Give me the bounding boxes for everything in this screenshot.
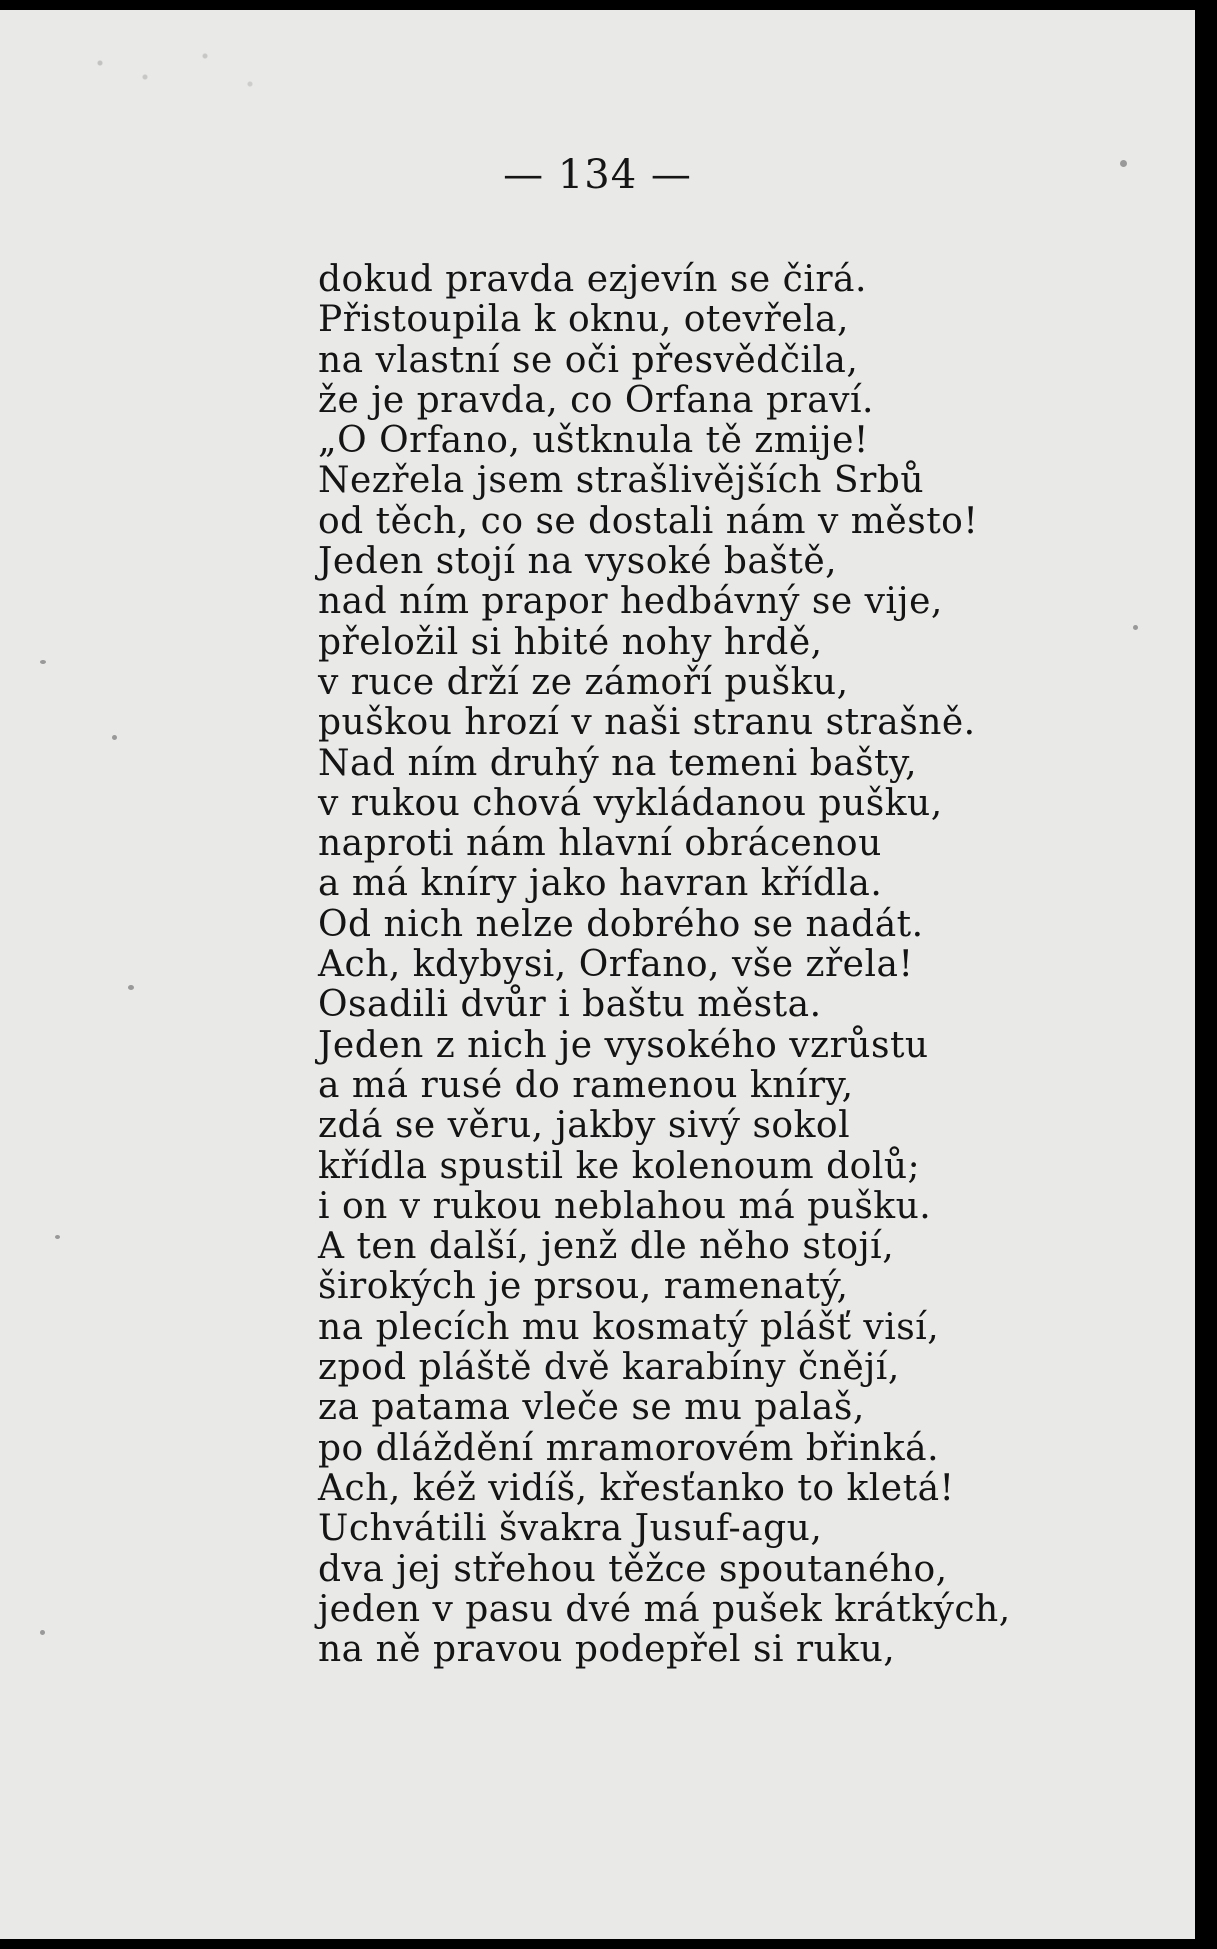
poem-line: zdá se věru, jakby sivý sokol — [318, 1105, 851, 1147]
poem-line: „O Orfano, uštknula tě zmije! — [318, 420, 869, 462]
poem-line: Nad ním druhý na temeni bašty, — [318, 742, 918, 784]
scan-border-right — [1195, 0, 1217, 1949]
poem-line: že je pravda, co Orfana praví. — [318, 379, 874, 421]
poem-line: Uchvátili švakra Jusuf-agu, — [318, 1508, 823, 1550]
scan-border-bottom — [0, 1939, 1217, 1949]
page-number: — 134 — — [503, 152, 692, 198]
poem-line: přeložil si hbité nohy hrdě, — [318, 621, 823, 663]
page-speck — [40, 660, 46, 664]
poem-line: v ruce drží ze zámoří pušku, — [318, 661, 849, 703]
poem-line: Od nich nelze dobrého se nadát. — [318, 903, 924, 945]
poem-line: a má kníry jako havran křídla. — [318, 863, 883, 905]
book-page — [0, 10, 1195, 1939]
poem-line: křídla spustil ke kolenoum dolů; — [318, 1145, 921, 1187]
page-speck — [112, 735, 117, 740]
poem-line: jeden v pasu dvé má pušek krátkých, — [318, 1588, 1011, 1630]
page-speck — [1133, 625, 1138, 630]
poem-text — [318, 260, 1011, 1670]
poem-line: Jeden z nich je vysokého vzrůstu — [318, 1024, 929, 1066]
page-speck — [55, 1235, 60, 1239]
poem-line: na plecích mu kosmatý plášť visí, — [318, 1306, 940, 1348]
poem-line: dva jej střehou těžce spoutaného, — [318, 1548, 948, 1590]
poem-line: zpod pláště dvě karabíny čnějí, — [318, 1347, 900, 1389]
poem-line: Přistoupila k oknu, otevřela, — [318, 299, 849, 341]
page-speck — [40, 1630, 45, 1635]
poem-line: naproti nám hlavní obrácenou — [318, 823, 882, 865]
poem-line: v rukou chová vykládanou pušku, — [318, 782, 943, 824]
poem-line: Nezřela jsem strašlivějších Srbů — [318, 460, 925, 502]
poem-line: a má rusé do ramenou kníry, — [318, 1064, 854, 1106]
poem-line: po dláždění mramorovém břinká. — [318, 1427, 940, 1469]
poem-line: dokud pravda ezjevín se čirá. — [318, 259, 867, 300]
poem-line: od těch, co se dostali nám v město! — [318, 500, 979, 542]
poem-line: Jeden stojí na vysoké baště, — [318, 541, 838, 583]
poem-line: A ten další, jenž dle něho stojí, — [318, 1226, 895, 1268]
poem-line: nad ním prapor hedbávný se vije, — [318, 581, 943, 623]
poem-line: Ach, kdybysi, Orfano, vše zřela! — [318, 944, 914, 986]
poem-line: na ně pravou podepřel si ruku, — [318, 1629, 896, 1671]
poem-line: Ach, kéž vidíš, křesťanko to kletá! — [318, 1467, 955, 1509]
poem-line: puškou hrozí v naši stranu strašně. — [318, 702, 976, 744]
poem-line: širokých je prsou, ramenatý, — [318, 1266, 849, 1308]
page-speck — [128, 985, 134, 990]
poem-line: za patama vleče se mu palaš, — [318, 1387, 865, 1429]
poem-line: na vlastní se oči přesvědčila, — [318, 339, 859, 381]
poem-line: i on v rukou neblahou má pušku. — [318, 1185, 932, 1227]
poem-line: Osadili dvůr i baštu města. — [318, 984, 822, 1026]
page-stain — [40, 35, 340, 105]
